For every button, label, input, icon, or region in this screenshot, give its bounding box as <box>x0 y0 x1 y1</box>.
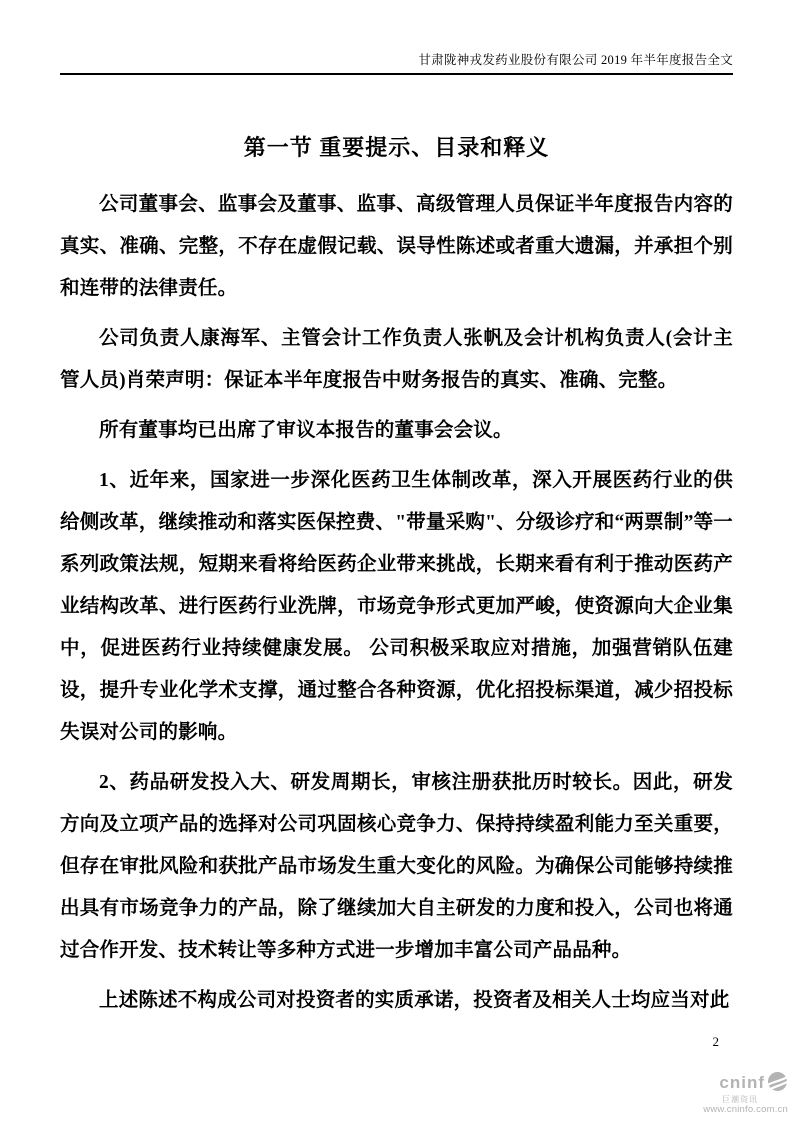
paragraph: 公司董事会、监事会及董事、监事、高级管理人员保证半年度报告内容的真实、准确、完整，不存在虚假记载、误导性陈述或者重大遗漏，并承担个别和连带的法律责任。 <box>60 194 733 299</box>
body-text <box>60 184 733 1022</box>
paragraph: 所有董事均已出席了审议本报告的董事会会议。 <box>99 420 513 441</box>
cninfo-brand-text: cninf <box>719 1073 765 1092</box>
cninfo-url: www.cninfo.com.cn <box>703 1103 788 1115</box>
cninfo-brand <box>719 1071 788 1095</box>
page-number: 2 <box>712 1034 719 1049</box>
page-header-running-title: 甘肃陇神戎发药业股份有限公司 2019 年半年度报告全文 <box>60 0 733 75</box>
paragraph: 2、药品研发投入大、研发周期长，审核注册获批历时较长。因此，研发方向及立项产品的选择对公司巩固核心竞争力、保持持续盈利能力至关重要，但存在审批风险和获批产品市场发生重大变化的风险。为确保公司能够持续推出具有市场竞争力的产品，除了继续加大自主研发的力度和投入，公司也将通过合作开发、技术转让等多种方式进一步增加丰富公司产品品种。 <box>60 772 733 961</box>
section-title: 第一节 重要提示、目录和释义 <box>243 135 550 160</box>
cninfo-watermark <box>703 1071 788 1115</box>
paragraph: 1、近年来，国家进一步深化医药卫生体制改革，深入开展医药行业的供给侧改革，继续推动和落实医保控费、"带量采购"、分级诊疗和“两票制”等一系列政策法规，短期来看将给医药企业带来挑战，长期来看有利于推动医药产业结构改革、进行医药行业洗牌，市场竞争形式更加严峻，使资源向大企业集中，促进医药行业持续健康发展。 公司积极采取应对措施，加强营销队伍建设，提升专业化学术支撑，通过整合各种资源，优化招投标渠道，减少招投标失误对公司的影响。 <box>60 470 733 743</box>
paragraph: 上述陈述不构成公司对投资者的实质承诺，投资者及相关人士均应当对此 <box>99 990 730 1011</box>
paragraph: 公司负责人康海军、主管会计工作负责人张帆及会计机构负责人(会计主管人员)肖荣声明：保证本半年度报告中财务报告的真实、准确、完整。 <box>60 328 733 391</box>
cninfo-swirl-icon <box>767 1071 788 1095</box>
cninfo-subtitle: 巨潮资讯 <box>722 1094 758 1104</box>
